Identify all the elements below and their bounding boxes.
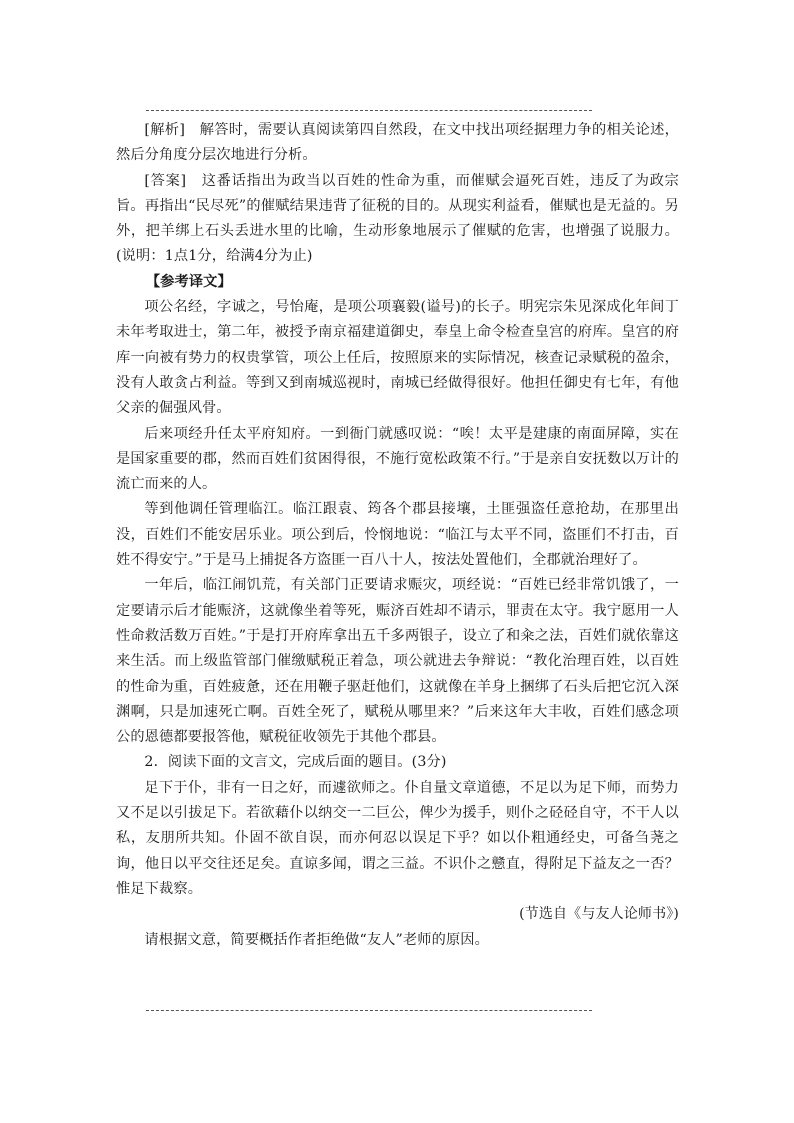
classical-passage: 足下于仆，非有一日之好，而遽欲师之。仆自量文章道德，不足以为足下师，而势力又不足以引拔足下。若欲藉仆以纳交一二巨公，俾少为援手，则仆之硁硁自守，不干人以私，友朋所共知。仆固不欲自误，而亦何忍以误足下乎？如以仆粗通经史，可备刍荛之询，他日以平交往还足矣。直谅多闻，谓之三益。不识仆之戆直，得附足下益友之一否？惟足下裁察。 xyxy=(116,779,679,897)
translation-paragraph: 一年后，临江闹饥荒，有关部门正要请求赈灾，项经说：“百姓已经非常饥饿了，一定要请示后才能赈济，这就像坐着等死，赈济百姓却不请示，罪责在太守。我宁愿用一人性命救活数万百姓。”于是打开府库拿出五千多两银子，设立了和籴之法，百姓们就依靠这来生活。而上级监管部门催缴赋税正着急，项公就进去争辩说：“教化治理百姓，以百姓的性命为重，百姓疲惫，还在用鞭子驱赶他们，这就像在羊身上捆绑了石头后把它沉入深渊啊，只是加速死亡啊。百姓全死了，赋税从哪里来？”后来这年大丰收，百姓们感念项公的恩德都要报答他，赋税征收领先于其他个郡县。 xyxy=(116,577,679,746)
answer-tag: [答案] xyxy=(144,172,187,189)
passage-source: (节选自《与友人论师书》) xyxy=(519,906,679,923)
question-prompt: 2．阅读下面的文言文，完成后面的题目。(3分) xyxy=(144,754,447,771)
analysis-text: 解答时，需要认真阅读第四自然段，在文中找出项经据理力争的相关论述，然后分角度分层次地进行分析。 xyxy=(116,122,680,164)
answer-paragraph xyxy=(116,169,679,270)
analysis-tag: [解析] xyxy=(144,122,186,138)
translation-paragraph: 等到他调任管理临江。临江跟袁、筠各个郡县接壤，土匪强盗任意抢劫，在那里出没，百姓们不能安居乐业。项公到后，怜悯地说：“临江与太平不同，盗匪们不打击，百姓不得安宁。”于是马上捕捉各方盗匪一百八十人，按法处置他们，全郡就治理好了。 xyxy=(116,501,679,569)
page-content xyxy=(116,118,679,953)
bottom-dashed-divider xyxy=(146,1010,592,1011)
analysis-paragraph xyxy=(116,118,679,169)
translation-paragraph: 后来项经升任太平府知府。一到衙门就感叹说：“唉！太平是建康的南面屏障，实在是国家重要的郡，然而百姓们贫困得很，不施行宽松政策不行。”于是亲自安抚数以万计的流亡而来的人。 xyxy=(116,425,679,493)
translation-paragraph: 项公名经，字诚之，号怡庵，是项公项襄毅(谥号)的长子。明宪宗朱见深成化年间丁未年考取进士，第二年，被授予南京福建道御史，奉皇上命令检查皇宫的府库。皇宫的府库一向被有势力的权贵掌管，项公上任后，按照原来的实际情况，核查记录赋税的盈余，没有人敢贪占利益。等到又到南城巡视时，南城已经做得很好。他担任御史有七年，有他父亲的倔强风骨。 xyxy=(116,299,679,417)
top-dashed-divider xyxy=(146,110,592,111)
translation-heading: 【参考译文】 xyxy=(145,273,232,290)
question-text: 请根据文意，简要概括作者拒绝做“友人”老师的原因。 xyxy=(144,931,489,948)
answer-text: 这番话指出为政当以百姓的性命为重，而催赋会逼死百姓，违反了为政宗旨。再指出“民尽死”的催赋结果违背了征税的目的。从现实利益看，催赋也是无益的。另外，把羊绑上石头丢进水里的比喻，生动形象地展示了催赋的危害，也增强了说服力。(说明：1点1分，给满4分为止) xyxy=(116,172,680,265)
